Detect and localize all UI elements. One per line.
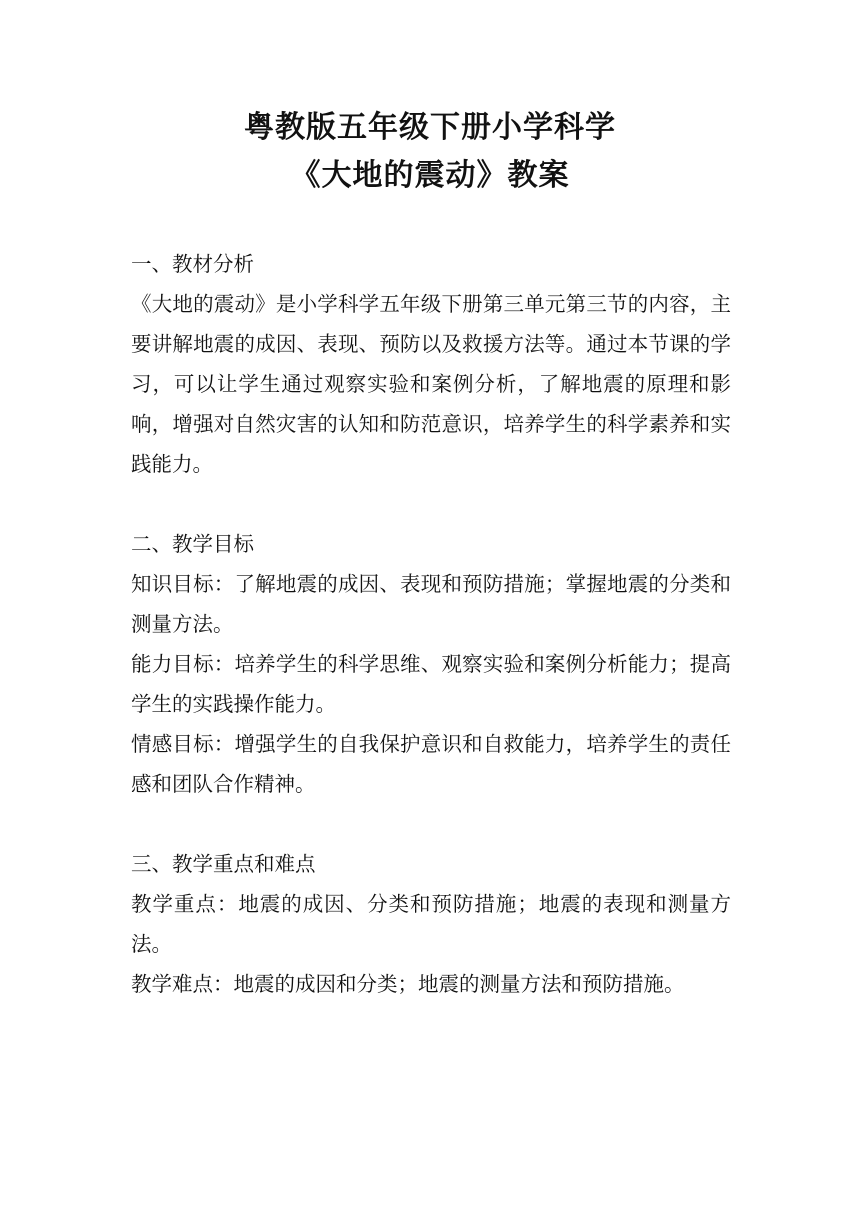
key-point-paragraph: 教学重点：地震的成因、分类和预防措施；地震的表现和测量方法。 bbox=[131, 892, 731, 956]
section-key-points bbox=[131, 844, 731, 1004]
knowledge-goal-paragraph: 知识目标：了解地震的成因、表现和预防措施；掌握地震的分类和测量方法。 bbox=[131, 572, 731, 636]
section-textbook-analysis bbox=[131, 244, 731, 484]
section-heading: 三、教学重点和难点 bbox=[131, 852, 316, 876]
section-teaching-goals bbox=[131, 524, 731, 804]
title-line-1: 粤教版五年级下册小学科学 bbox=[244, 110, 616, 145]
section-heading: 二、教学目标 bbox=[131, 532, 254, 556]
section-heading: 一、教材分析 bbox=[131, 252, 254, 276]
document-body bbox=[131, 244, 731, 1004]
document-title bbox=[0, 104, 860, 200]
difficulty-paragraph: 教学难点：地震的成因和分类；地震的测量方法和预防措施。 bbox=[131, 972, 685, 996]
title-line-2: 《大地的震动》教案 bbox=[290, 158, 570, 193]
emotion-goal-paragraph: 情感目标：增强学生的自我保护意识和自救能力，培养学生的责任感和团队合作精神。 bbox=[131, 732, 731, 796]
ability-goal-paragraph: 能力目标：培养学生的科学思维、观察实验和案例分析能力；提高学生的实践操作能力。 bbox=[131, 652, 731, 716]
section-paragraph: 《大地的震动》是小学科学五年级下册第三单元第三节的内容，主要讲解地震的成因、表现、预防以及救援方法等。通过本节课的学习，可以让学生通过观察实验和案例分析，了解地震的原理和影响，增强对自然灾害的认知和防范意识，培养学生的科学素养和实践能力。 bbox=[131, 292, 731, 476]
